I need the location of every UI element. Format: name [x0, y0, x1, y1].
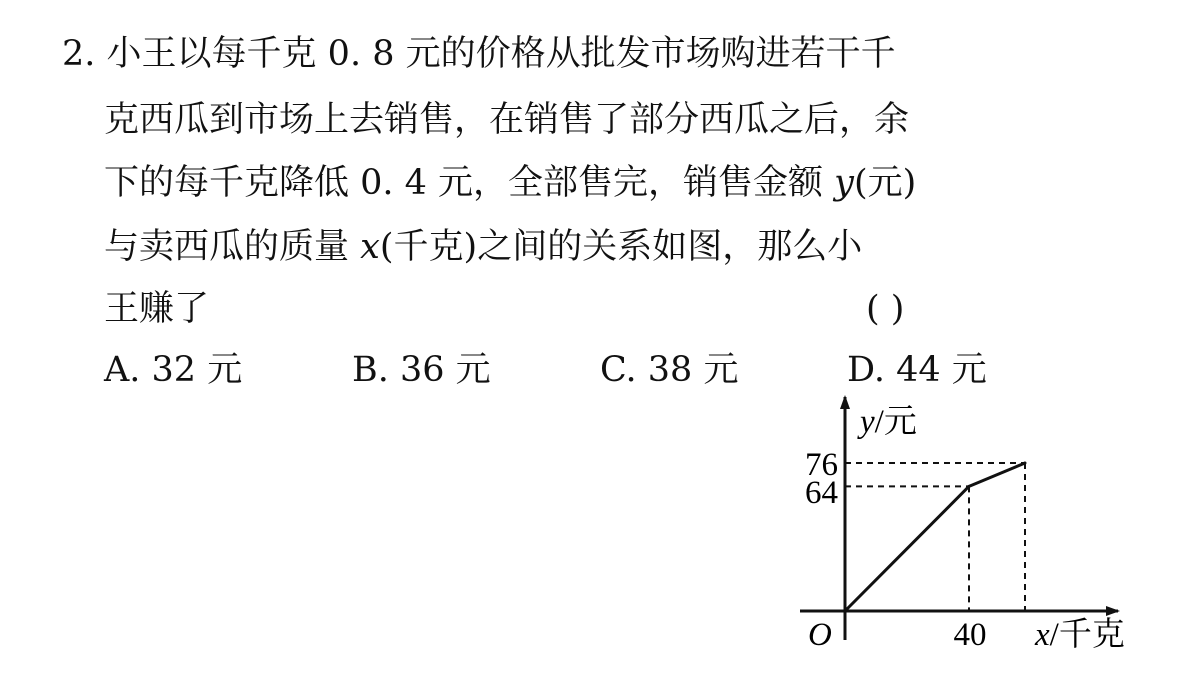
- x-axis-label-var: x: [1035, 617, 1050, 653]
- question-number: 2.: [62, 34, 96, 74]
- option-b[interactable]: B. 36 元: [352, 350, 491, 390]
- question-text-1: 小王以每千克 0. 8 元的价格从批发市场购进若干千: [106, 34, 896, 74]
- y-axis-label: [857, 404, 917, 440]
- question-line-2: 克西瓜到市场上去销售，在销售了部分西瓜之后，余: [104, 100, 910, 140]
- data-point-0: [844, 610, 847, 613]
- y-axis-label-var: y: [860, 404, 875, 440]
- data-point-40: [968, 485, 971, 488]
- answer-blank: ( ): [866, 289, 905, 329]
- x-tick-label-40: 40: [953, 617, 987, 653]
- guide-lines: [845, 463, 1025, 611]
- origin-label: O: [808, 617, 832, 653]
- unit-y: (元): [853, 163, 917, 203]
- axis-labels: [857, 404, 1125, 653]
- series-segment-2: [969, 463, 1025, 486]
- question-text-3: 下的每千克降低 0. 4 元，全部售完，销售金额: [104, 163, 835, 203]
- series-segment-1: [845, 486, 969, 611]
- var-x: x: [360, 227, 380, 267]
- option-a[interactable]: A. 32 元: [104, 350, 243, 390]
- question-text-4b: (千克)之间的关系如图，那么小: [379, 227, 863, 267]
- y-axis-label-unit: /元: [874, 404, 917, 440]
- option-d[interactable]: D. 44 元: [847, 350, 987, 390]
- y-tick-label-76: 76: [805, 447, 838, 483]
- option-c[interactable]: C. 38 元: [600, 350, 739, 390]
- tick-labels: [805, 447, 987, 653]
- question-text-4: 与卖西瓜的质量: [104, 227, 361, 267]
- var-y: y: [834, 163, 854, 203]
- y-tick-label-64: 64: [805, 475, 838, 511]
- question-line-5: 王赚了: [104, 289, 210, 329]
- data-series: [844, 462, 1027, 613]
- data-point-50: [1024, 462, 1027, 465]
- x-axis-label: [1034, 616, 1125, 653]
- x-axis-label-unit: /千克: [1049, 617, 1125, 653]
